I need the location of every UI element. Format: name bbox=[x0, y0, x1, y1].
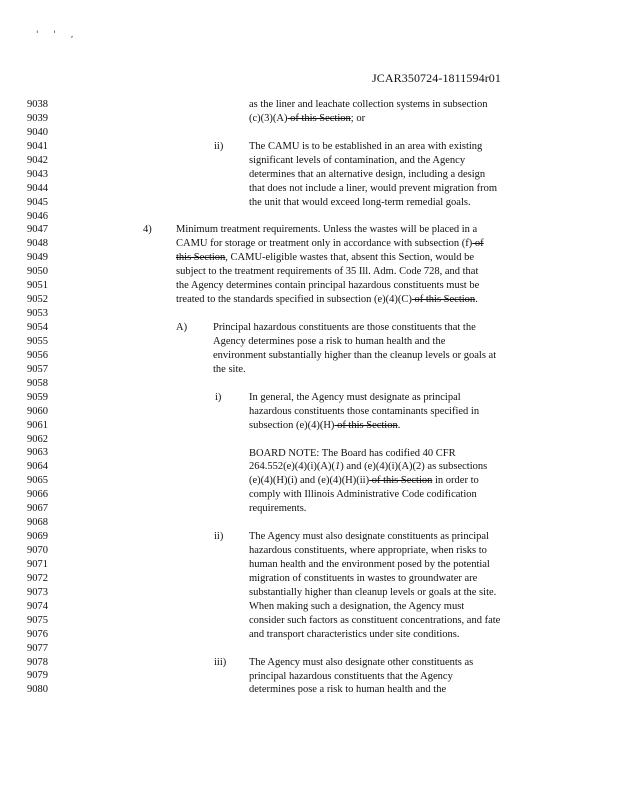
line-number: 9059 bbox=[27, 391, 48, 403]
line-number: 9073 bbox=[27, 586, 48, 598]
line-number: 9058 bbox=[27, 377, 48, 389]
line-number: 9047 bbox=[27, 224, 48, 236]
text-line: human health and the environment posed by the potential bbox=[249, 559, 490, 571]
text-line: (c)(3)(A) of this Section; or bbox=[249, 112, 366, 124]
document-id-header: JCAR350724-1811594r01 bbox=[372, 71, 501, 85]
struck-text: of this Section bbox=[287, 112, 351, 124]
text-line: treated to the standards specified in subsection (e)(4)(C) of this Section. bbox=[176, 294, 478, 306]
line-number: 9068 bbox=[27, 517, 48, 529]
struck-text: of this Section bbox=[369, 475, 433, 487]
item-label: ii) bbox=[214, 140, 224, 152]
text-line: determines pose a risk to human health and the bbox=[249, 684, 447, 696]
line-number: 9063 bbox=[27, 447, 48, 459]
line-number: 9075 bbox=[27, 614, 48, 626]
line-number: 9069 bbox=[27, 531, 48, 543]
struck-text: of bbox=[472, 238, 484, 250]
text-line: determines that an alternative design, including a design bbox=[249, 168, 486, 180]
line-number: 9065 bbox=[27, 475, 48, 487]
line-number: 9046 bbox=[27, 210, 48, 222]
struck-text: of this Section bbox=[411, 294, 476, 306]
text-line: subject to the treatment requirements of 35 Ill. Adm. Code 728, and that bbox=[176, 266, 479, 278]
line-number: 9080 bbox=[27, 684, 48, 696]
line-number: 9070 bbox=[27, 545, 48, 556]
line-number: 9076 bbox=[27, 628, 48, 640]
line-number: 9040 bbox=[27, 126, 48, 138]
board-note-line: BOARD NOTE: The Board has codified 40 CFR bbox=[249, 447, 456, 459]
line-number: 9060 bbox=[27, 405, 48, 417]
line-number: 9078 bbox=[27, 656, 48, 668]
line-number: 9052 bbox=[27, 294, 48, 306]
text-line: the unit that would exceed long-term remedial goals. bbox=[249, 196, 471, 208]
item-label: A) bbox=[176, 322, 188, 334]
line-number: 9042 bbox=[27, 154, 48, 166]
text-line: principal hazardous constituents that the Agency bbox=[249, 670, 453, 682]
item-label: ii) bbox=[214, 531, 224, 543]
text-line: as the liner and leachate collection systems in subsection bbox=[249, 99, 488, 110]
line-number: 9064 bbox=[27, 461, 48, 473]
text-line: consider such factors as constituent concentrations, and fate bbox=[249, 614, 501, 626]
line-number: 9048 bbox=[27, 238, 48, 250]
struck-text: of this Section bbox=[334, 419, 398, 431]
line-number: 9062 bbox=[27, 433, 48, 445]
text-line: hazardous constituents those contaminants specified in bbox=[249, 405, 480, 417]
text-line: hazardous constituents, where appropriate, when risks to bbox=[249, 545, 487, 557]
text-line: substantially higher than cleanup levels or goals at the site. bbox=[249, 586, 497, 598]
text-line: 264.552(e)(4)(i)(A)(1) and (e)(4)(i)(A)(2) as subsections bbox=[249, 461, 488, 473]
text-line: The CAMU is to be established in an area with existing bbox=[249, 140, 483, 152]
item-label: i) bbox=[215, 391, 222, 403]
line-number: 9054 bbox=[27, 322, 48, 333]
text-line: requirements. bbox=[249, 503, 307, 515]
line-number: 9049 bbox=[27, 252, 48, 264]
line-number: 9044 bbox=[27, 182, 48, 194]
text-line: In general, the Agency must designate as principal bbox=[249, 391, 461, 403]
line-number: 9039 bbox=[27, 112, 48, 124]
text-line: Principal hazardous constituents are those constituents that the bbox=[213, 322, 476, 334]
text-line: that does not include a liner, would prevent migration from bbox=[249, 182, 498, 194]
text-line: CAMU for storage or treatment only in accordance with subsection (f) of bbox=[176, 238, 484, 250]
text-line: The Agency must also designate other constituents as bbox=[249, 656, 474, 668]
line-number: 9057 bbox=[27, 363, 48, 375]
text-line: comply with Illinois Administrative Code codification bbox=[249, 489, 477, 501]
line-number: 9041 bbox=[27, 140, 48, 152]
text-line: this Section, CAMU-eligible wastes that, absent this Section, would be bbox=[176, 252, 475, 264]
line-number: 9067 bbox=[27, 503, 48, 515]
text-line: and transport characteristics under site conditions. bbox=[249, 628, 460, 640]
line-number: 9056 bbox=[27, 349, 48, 361]
scan-specks: ' ' , bbox=[36, 30, 80, 40]
line-number: 9050 bbox=[27, 266, 48, 278]
line-number: 9079 bbox=[27, 670, 48, 682]
text-line: The Agency must also designate constituents as principal bbox=[249, 531, 489, 543]
line-number: 9038 bbox=[27, 99, 48, 110]
item-label: 4) bbox=[143, 224, 152, 236]
text-line: the Agency determines contain principal hazardous constituents must be bbox=[176, 280, 480, 292]
text-line: environment substantially higher than the cleanup levels or goals at bbox=[213, 349, 497, 361]
item-label: iii) bbox=[214, 656, 227, 668]
line-number: 9074 bbox=[27, 600, 48, 612]
line-number: 9055 bbox=[27, 335, 48, 347]
line-number: 9053 bbox=[27, 308, 48, 320]
text-line: the site. bbox=[213, 363, 246, 375]
struck-text: this Section bbox=[176, 252, 226, 264]
line-number: 9066 bbox=[27, 489, 48, 501]
text-line: Agency determines pose a risk to human health and the bbox=[213, 335, 446, 347]
text-line: migration of constituents in wastes to groundwater are bbox=[249, 572, 478, 584]
line-number: 9045 bbox=[27, 196, 48, 208]
line-number: 9061 bbox=[27, 419, 48, 431]
line-number: 9051 bbox=[27, 280, 48, 292]
line-number: 9071 bbox=[27, 558, 48, 570]
text-line: significant levels of contamination, and the Agency bbox=[249, 154, 466, 166]
line-number: 9077 bbox=[27, 642, 48, 654]
line-number: 9072 bbox=[27, 572, 48, 584]
text-line: When making such a designation, the Agency must bbox=[249, 600, 465, 612]
text-line: (e)(4)(H)(i) and (e)(4)(H)(ii) of this Section in order to bbox=[249, 475, 479, 487]
line-numbers bbox=[27, 98, 48, 697]
line-number: 9043 bbox=[27, 168, 48, 180]
text-line: subsection (e)(4)(H) of this Section. bbox=[249, 419, 401, 431]
text-line: Minimum treatment requirements. Unless the wastes will be placed in a bbox=[176, 224, 478, 236]
